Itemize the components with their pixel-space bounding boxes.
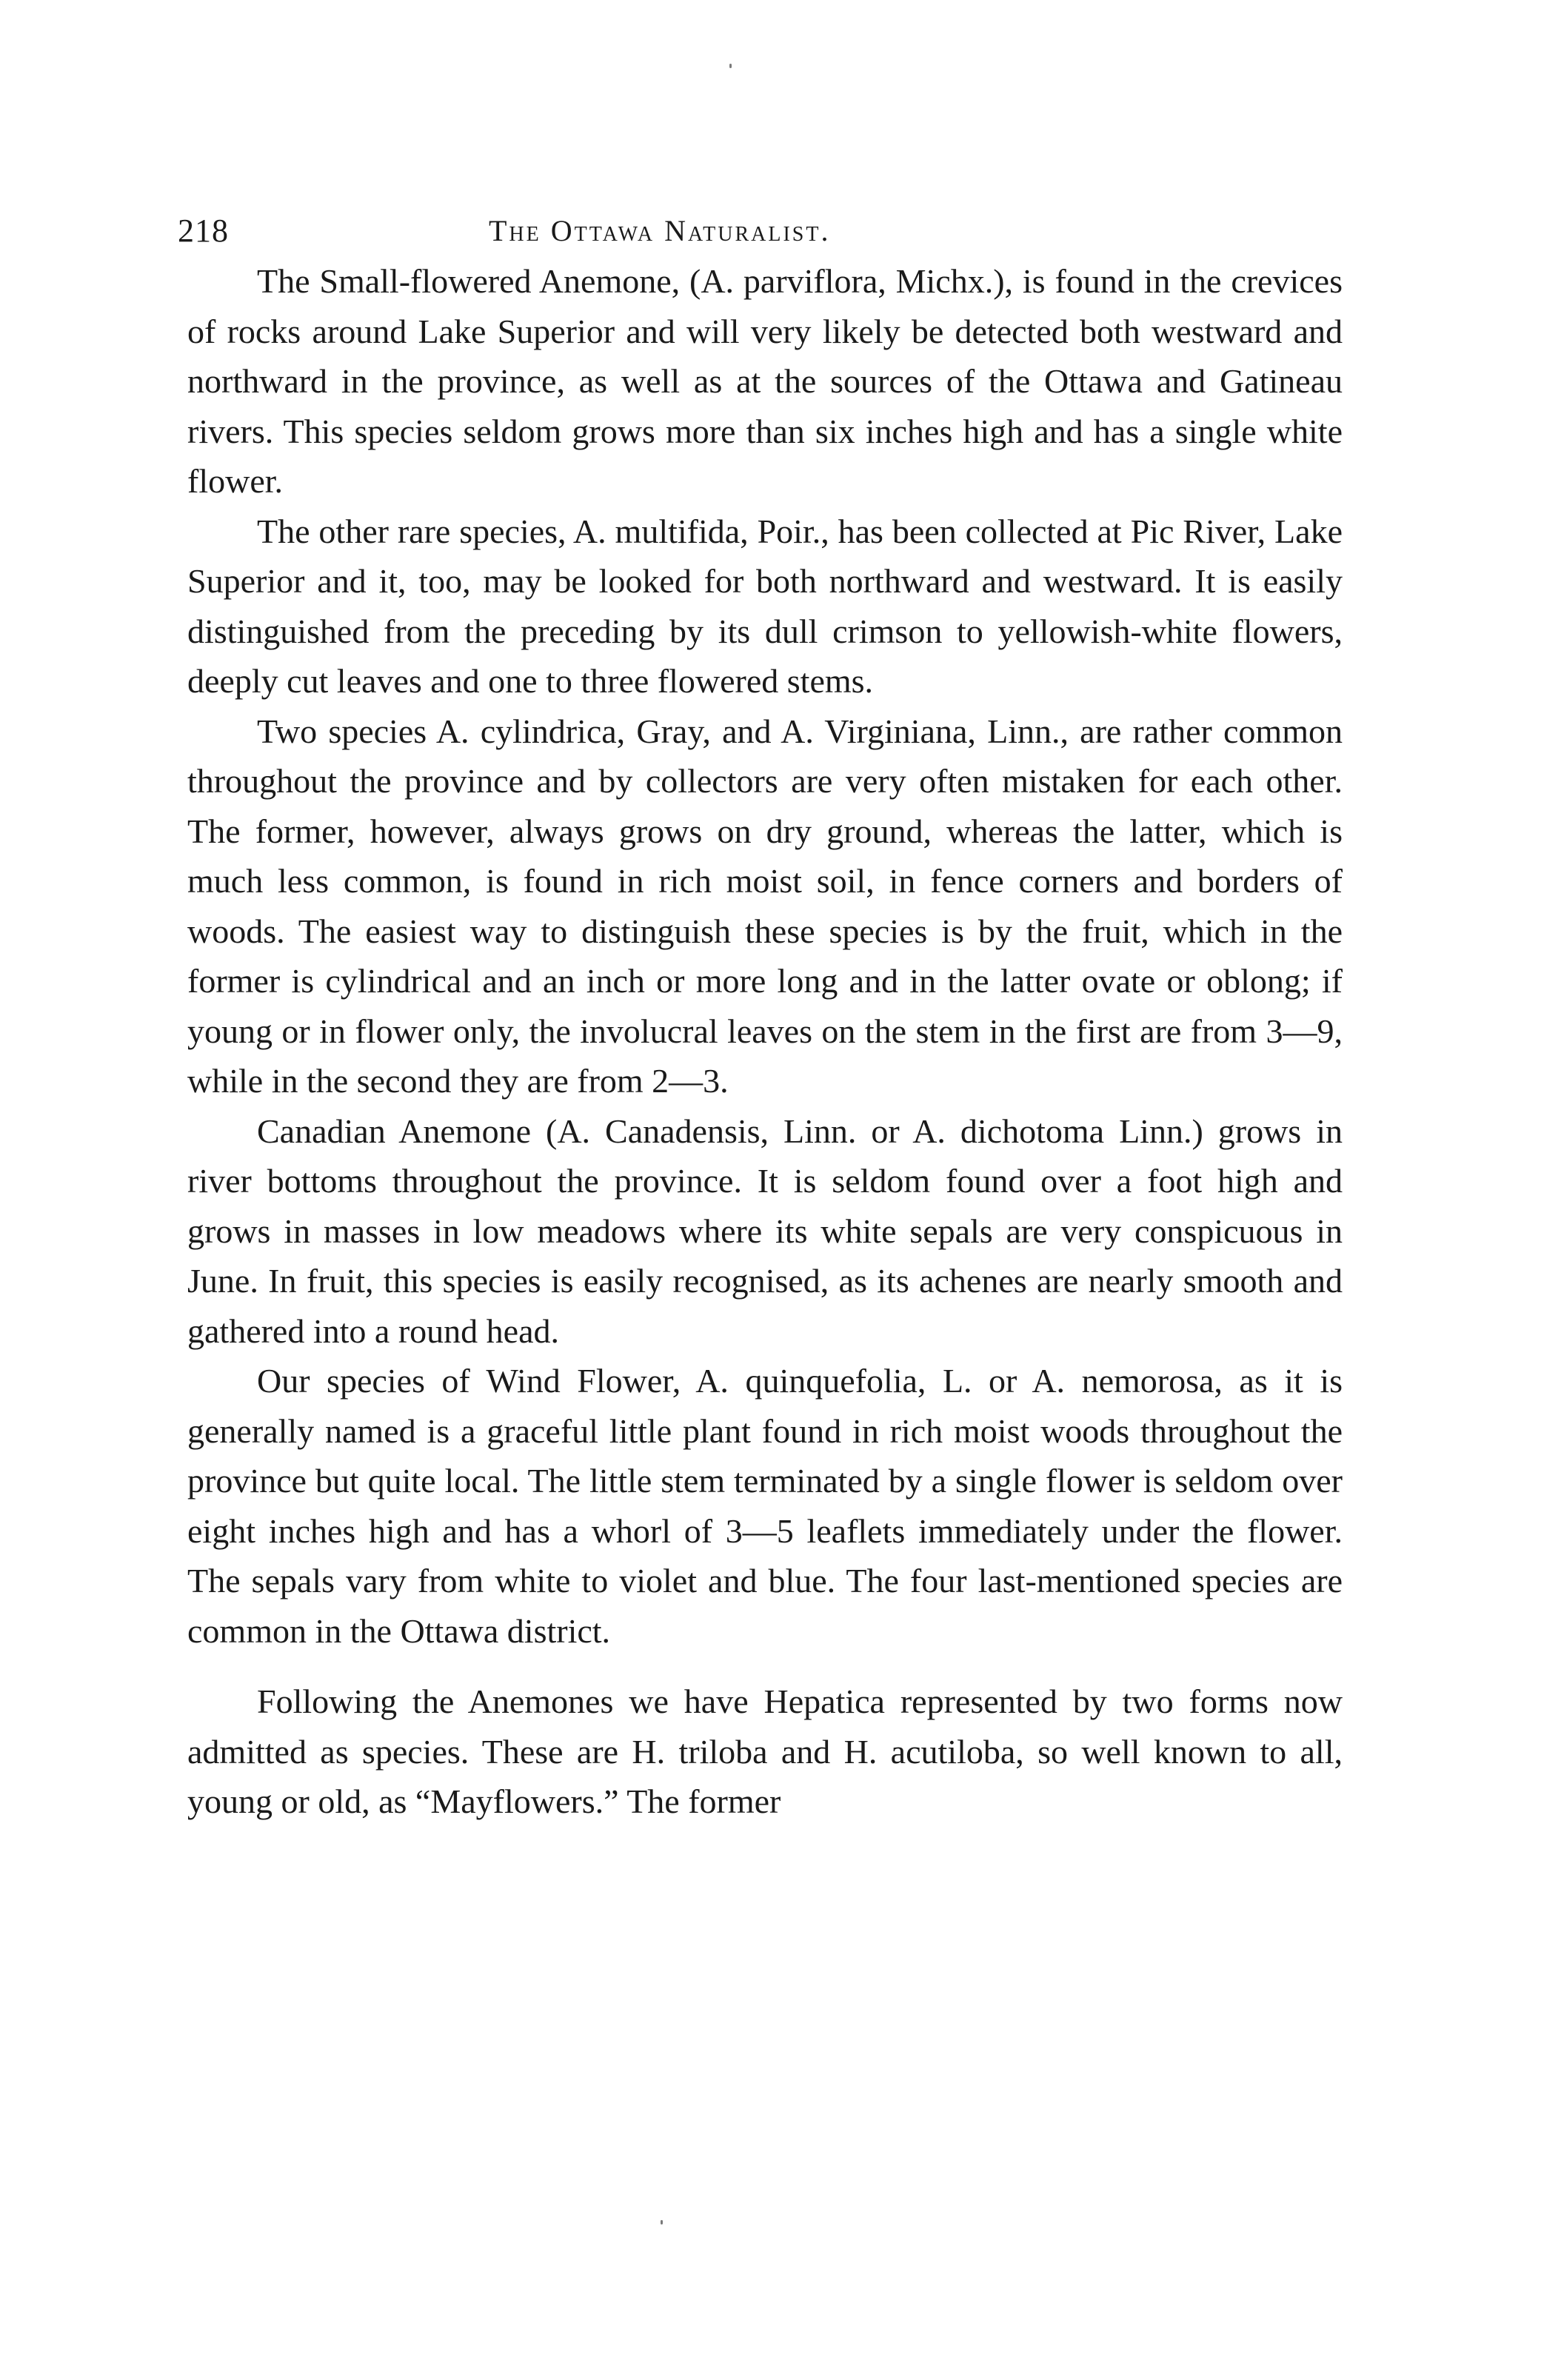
- page-number: 218: [178, 213, 229, 249]
- paragraph-multifida: The other rare species, A. multifida, Poir., has been collected at Pic River, Lake Superior and it, too, may be looked for both northward and westward. It is easily distinguished from the preceding by its dull crimson to yellowish-white flowers, deeply cut leaves and one to three flowered stems.: [187, 512, 1343, 700]
- running-title: The Ottawa Naturalist.: [489, 214, 831, 247]
- paragraph-hepatica: Following the Anemones we have Hepatica represented by two forms now admitted as species. These are H. triloba and H. acutiloba, so well known to all, young or old, as “Mayflowers.” The former: [187, 1682, 1343, 1820]
- body-text: [187, 256, 1343, 1827]
- paragraph-small-flowered-anemone: The Small-flowered Anemone, (A. parviflora, Michx.), is found in the crevices of rocks around Lake Superior and will very likely be detected both westward and northward in the province, as well as at the sources of the Ottawa and Gatineau rivers. This species seldom grows more than six inches high and has a single white flower.: [187, 262, 1343, 500]
- paragraph-wind-flower: Our species of Wind Flower, A. quinquefolia, L. or A. nemorosa, as it is generally named is a graceful little plant found in rich moist woods throughout the province but quite local. The little stem terminated by a single flower is seldom over eight inches high and has a whorl of 3—5 leaflets immediately under the flower. The sepals vary from white to violet and blue. The four last-mentioned species are common in the Ottawa district.: [187, 1362, 1343, 1650]
- print-speck-bottom: [661, 2220, 663, 2224]
- paragraph-canadian-anemone: Canadian Anemone (A. Canadensis, Linn. or A. dichotoma Linn.) grows in river bottoms throughout the province. It is seldom found over a foot high and grows in masses in low meadows where its white sepals are very conspicuous in June. In fruit, this species is easily recognised, as its achenes are nearly smooth and gathered into a round head.: [187, 1112, 1343, 1350]
- paragraph-cylindrica-virginiana: Two species A. cylindrica, Gray, and A. Virginiana, Linn., are rather common throughout the province and by collectors are very often mistaken for each other. The former, however, always grows on dry ground, whereas the latter, which is much less common, is found in rich moist soil, in fence corners and borders of woods. The easiest way to distinguish these species is by the fruit, which in the former is cylindrical and an inch or more long and in the latter ovate or oblong; if young or in flower only, the involucral leaves on the stem in the first are from 3—9, while in the second they are from 2—3.: [187, 712, 1343, 1100]
- print-speck-top: [729, 64, 732, 68]
